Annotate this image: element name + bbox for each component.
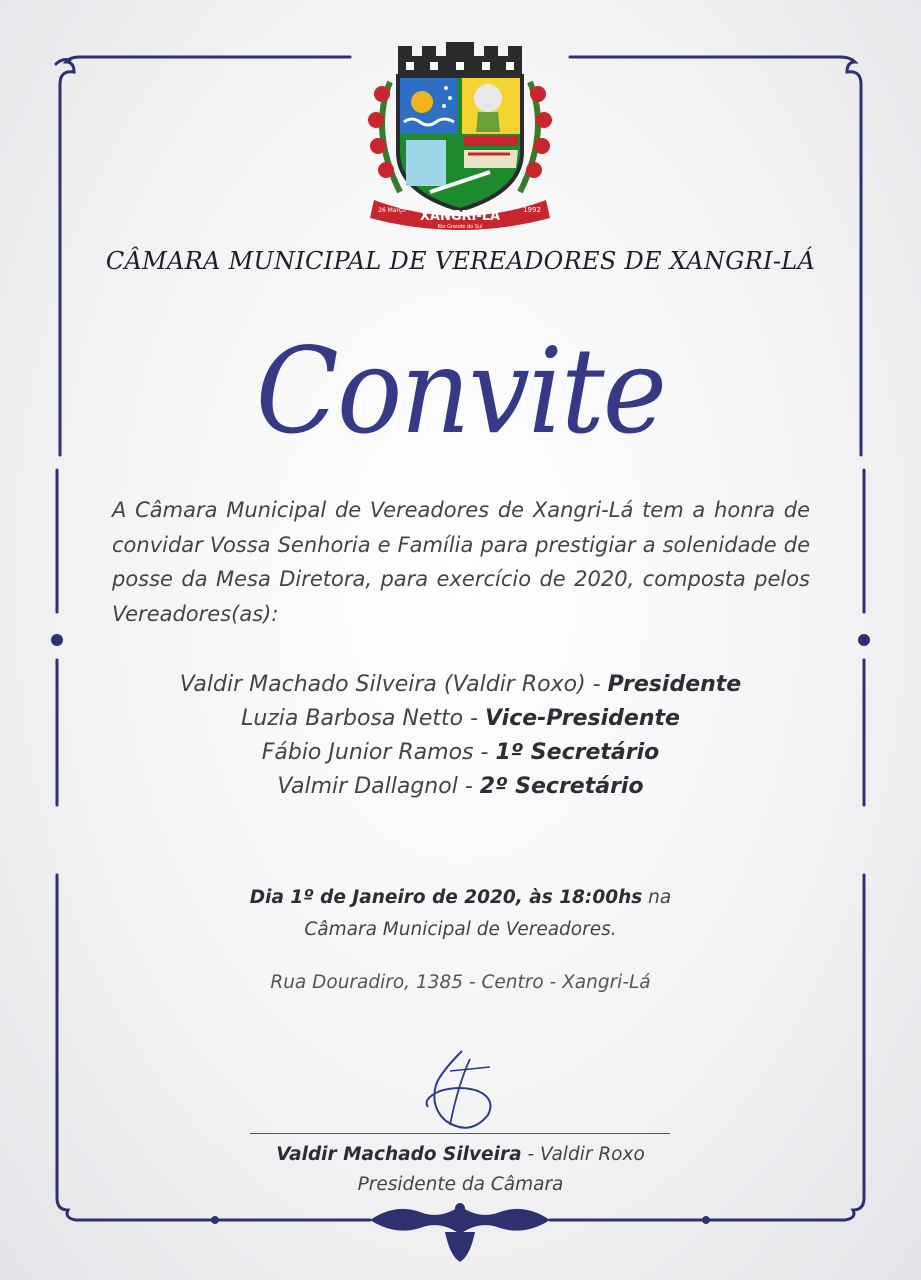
municipal-coat-of-arms — [360, 42, 560, 230]
list-item: Valdir Machado Silveira (Valdir Roxo) - Presidente — [179, 672, 742, 697]
list-item: Luzia Barbosa Netto - Vice-Presidente — [241, 706, 680, 731]
invitation-title: Convite — [255, 322, 666, 460]
event-date: Dia 1º de Janeiro de 2020, às 18:00hs — [249, 887, 643, 908]
signature-line — [250, 1133, 670, 1134]
svg-text:1992: 1992 — [523, 206, 541, 214]
signer-name: Valdir Machado Silveira — [276, 1144, 522, 1165]
svg-text:26 Março: 26 Março — [378, 207, 406, 214]
shield — [398, 76, 522, 210]
signer-title: Presidente da Câmara — [357, 1174, 564, 1195]
list-item: Valmir Dallagnol - 2º Secretário — [277, 774, 644, 799]
handwritten-signature — [400, 1045, 520, 1135]
event-place: Câmara Municipal de Vereadores. — [304, 919, 617, 940]
signer-nickname: - Valdir Roxo — [521, 1144, 645, 1165]
invitation-intro: A Câmara Municipal de Vereadores de Xangri-Lá tem a honra de convidar Vossa Senhoria e Família para prestigiar a solenidade de posse da Mesa Diretora, para exercício de 2020, composta pelos Vereadores(as): — [112, 498, 810, 626]
list-item: Fábio Junior Ramos - 1º Secretário — [261, 740, 660, 765]
institution-heading: CÂMARA MUNICIPAL DE VEREADORES DE XANGRI-LÁ — [105, 247, 816, 275]
board-members-list — [0, 668, 921, 804]
svg-text:XANGRI-LÁ: XANGRI-LÁ — [419, 209, 501, 224]
svg-text:Rio Grande do Sul: Rio Grande do Sul — [437, 224, 483, 230]
event-details: Dia 1º de Janeiro de 2020, às 18:00hs na Câmara Municipal de Vereadores. — [0, 882, 921, 946]
event-address: Rua Douradiro, 1385 - Centro - Xangri-Lá — [270, 972, 651, 993]
signer-block — [0, 1140, 921, 1200]
